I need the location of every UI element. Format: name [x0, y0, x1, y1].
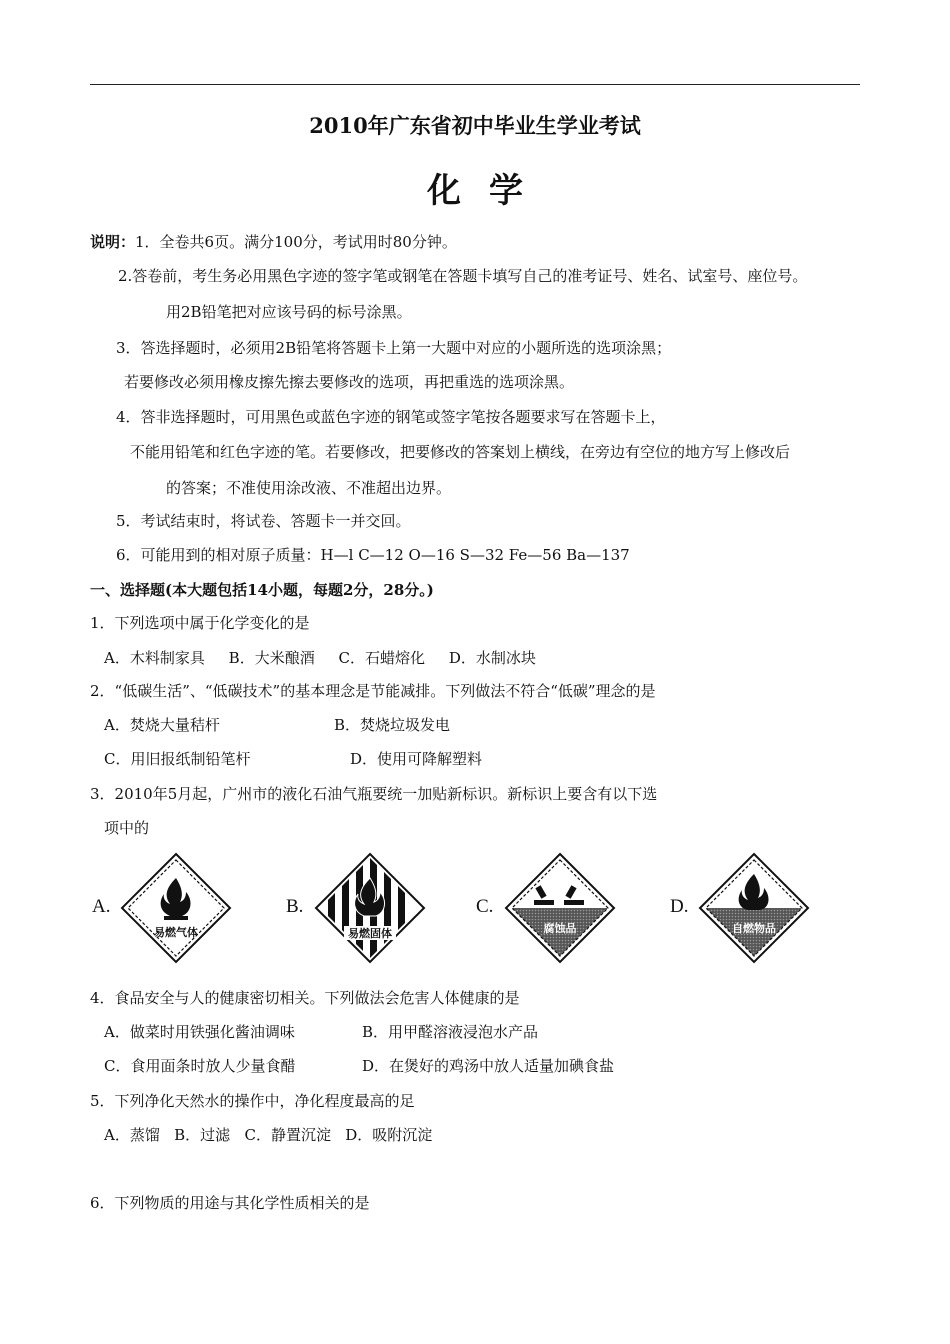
flammable-gas-icon — [120, 852, 232, 964]
option-c-corrosive-sign — [474, 852, 634, 964]
spontaneous-combustion-icon — [698, 852, 810, 964]
instruction-2: 2.答卷前，考生务必用黑色字迹的签字笔或钢笔在答题卡填写自己的准考证号、姓名、试室号、座位号。 — [118, 267, 808, 285]
sign-d-letter: D. — [670, 896, 689, 917]
q2-option-a: A．焚烧大量秸杆 — [104, 716, 220, 734]
instruction-3-cont: 若要修改必须用橡皮擦先擦去要修改的选项，再把重选的选项涂黑。 — [124, 373, 575, 391]
instruction-4-cont2: 的答案；不准使用涂改液、不准超出边界。 — [166, 479, 452, 497]
section-heading: 一、选择题(本大题包括14小题，每题2分，28分。) — [90, 581, 434, 599]
q3-stem-cont: 项中的 — [104, 819, 150, 837]
flammable-solid-icon — [314, 852, 426, 964]
q4-option-c: C．食用面条时放人少量食醋 — [104, 1057, 296, 1075]
option-b-flammable-solid-sign — [284, 852, 444, 964]
q3-stem: 3．2010年5月起，广州市的液化石油气瓶要统一加贴新标识。新标识上要含有以下选 — [90, 785, 658, 803]
instruction-6: 6．可能用到的相对原子质量：H—l C—12 O—16 S—32 Fe—56 Ba—137 — [116, 546, 630, 564]
q1-options: A．木料制家具 B．大米酿酒 C．石蜡熔化 D．水制冰块 — [104, 649, 536, 667]
option-d-spontaneous-combustion-sign — [668, 852, 828, 964]
option-a-flammable-gas-sign — [90, 852, 250, 964]
q4-stem: 4．食品安全与人的健康密切相关。下列做法会危害人体健康的是 — [90, 989, 520, 1007]
q4-option-b: B．用甲醛溶液浸泡水产品 — [362, 1023, 539, 1041]
instruction-3: 3．答选择题时，必须用2B铅笔将答题卡上第一大题中对应的小题所选的选项涂黑； — [116, 339, 672, 357]
header-rule — [90, 84, 860, 85]
exam-title: 2010年广东省初中毕业生学业考试 — [309, 113, 641, 138]
instruction-5: 5．考试结束时，将试卷、答题卡一并交回。 — [116, 512, 411, 530]
q2-option-c: C．用旧报纸制铅笔杆 — [104, 750, 251, 768]
instructions-label: 说明： — [90, 233, 136, 251]
subject-title: 化学 — [427, 171, 551, 211]
sign-a-letter: A. — [92, 896, 111, 917]
sign-c-letter: C. — [476, 896, 494, 917]
instruction-4-cont: 不能用铅笔和红色字迹的笔。若要修改，把要修改的答案划上横线，在旁边有空位的地方写上修改后 — [130, 443, 791, 461]
instruction-4: 4．答非选择题时，可用黑色或蓝色字迹的钢笔或签字笔按各题要求写在答题卡上， — [116, 408, 666, 426]
sign-b-label: 易燃固体 — [348, 927, 392, 940]
q2-stem: 2．“低碳生活”、“低碳技术”的基本理念是节能减排。下列做法不符合“低碳”理念的是 — [90, 682, 656, 700]
q5-options: A．蒸馏 B．过滤 C．静置沉淀 D．吸附沉淀 — [104, 1126, 433, 1144]
instruction-1: 说明：1．全卷共6页。满分100分，考试用时80分钟。 — [90, 233, 457, 251]
q2-option-d: D．使用可降解塑料 — [350, 750, 483, 768]
q5-stem: 5．下列净化天然水的操作中，净化程度最高的足 — [90, 1092, 415, 1110]
sign-a-label: 易燃气体 — [154, 926, 198, 939]
q4-option-a: A．做菜时用铁强化酱油调味 — [104, 1023, 295, 1041]
corrosive-icon — [504, 852, 616, 964]
q6-stem: 6．下列物质的用途与其化学性质相关的是 — [90, 1194, 370, 1212]
q1-stem: 1．下列选项中属于化学变化的是 — [90, 614, 310, 632]
q2-option-b: B．焚烧垃圾发电 — [334, 716, 451, 734]
q4-option-d: D．在煲好的鸡汤中放人适量加碘食盐 — [362, 1057, 615, 1075]
instruction-2-cont: 用2B铅笔把对应该号码的标号涂黑。 — [166, 303, 412, 321]
sign-d-label: 自燃物品 — [732, 922, 776, 935]
sign-b-letter: B. — [286, 896, 304, 917]
sign-c-label: 腐蚀品 — [543, 922, 577, 935]
